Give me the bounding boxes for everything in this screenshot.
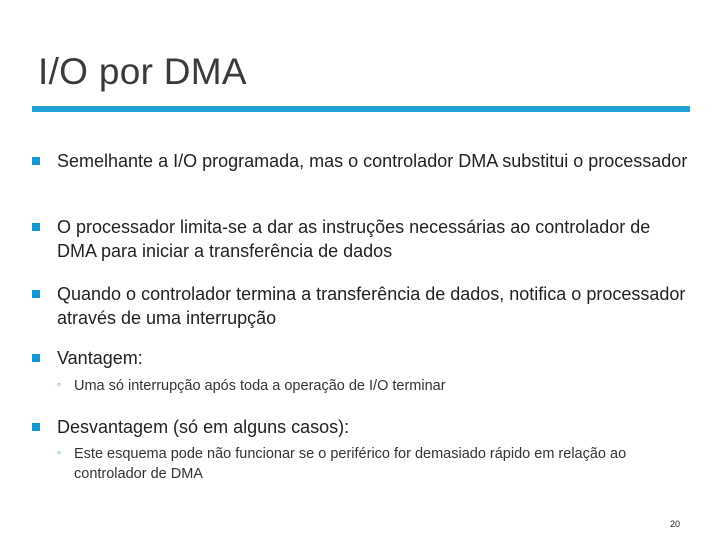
hollow-circle-bullet-icon: ◦ [57, 447, 61, 459]
title-underline [32, 106, 690, 112]
square-bullet-icon [32, 157, 40, 165]
bullet-item [32, 282, 692, 330]
bullet-text: Desvantagem (só em alguns casos): [57, 417, 350, 437]
bullet-text: Semelhante a I/O programada, mas o controlador DMA substitui o processador [57, 151, 688, 171]
sub-bullet-item [57, 444, 697, 484]
bullet-item [32, 346, 692, 370]
square-bullet-icon [32, 423, 40, 431]
square-bullet-icon [32, 354, 40, 362]
bullet-item [32, 149, 692, 173]
slide-title: I/O por DMA [38, 51, 247, 92]
square-bullet-icon [32, 290, 40, 298]
sub-bullet-item [57, 376, 697, 396]
bullet-text: Vantagem: [57, 348, 143, 368]
bullet-text: Quando o controlador termina a transferência de dados, notifica o processador através de uma interrupção [57, 284, 686, 328]
bullet-text: O processador limita-se a dar as instruções necessárias ao controlador de DMA para iniciar a transferência de dados [57, 217, 651, 261]
bullet-item [32, 215, 692, 263]
sub-bullet-text: Este esquema pode não funcionar se o periférico for demasiado rápido em relação ao controlador de DMA [74, 446, 627, 482]
page-number: 20 [670, 519, 681, 529]
square-bullet-icon [32, 223, 40, 231]
sub-bullet-text: Uma só interrupção após toda a operação de I/O terminar [74, 378, 446, 394]
hollow-circle-bullet-icon: ◦ [57, 379, 61, 391]
bullet-item [32, 415, 692, 439]
